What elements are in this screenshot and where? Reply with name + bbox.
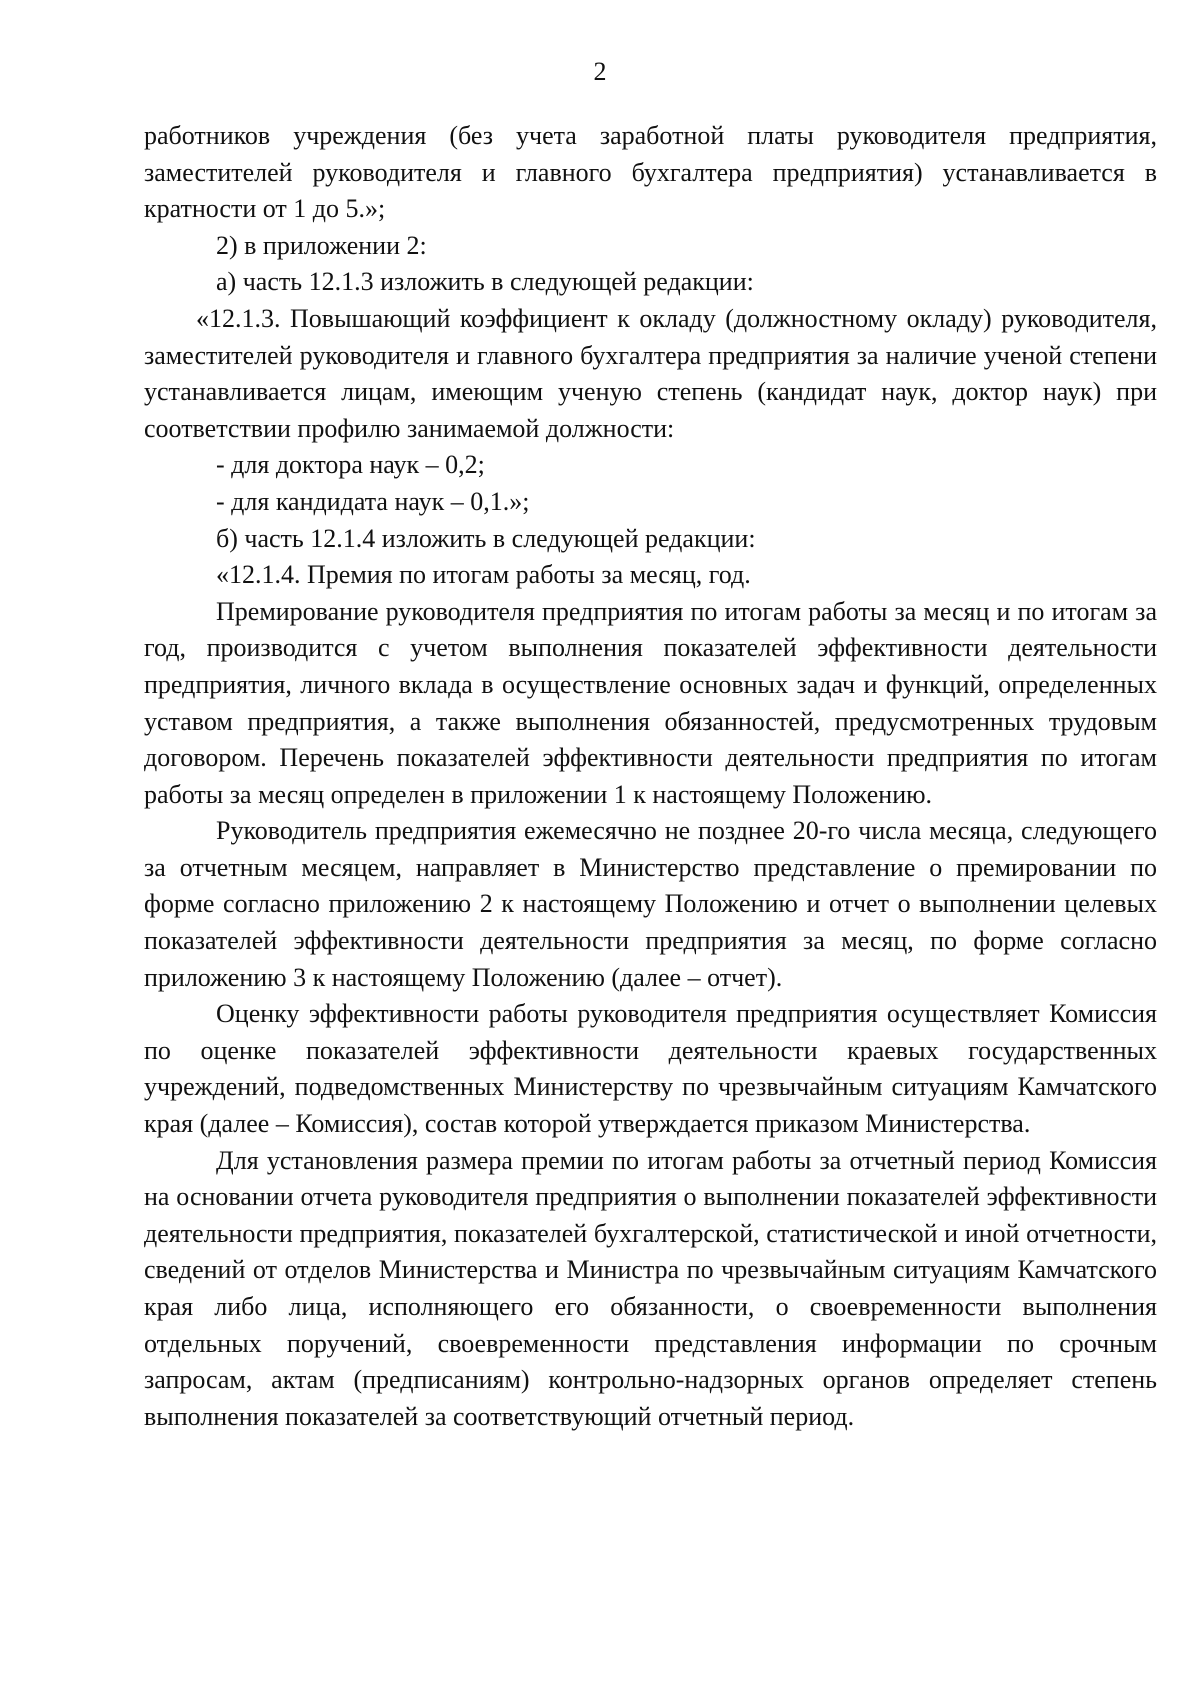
paragraph-continuation: работников учреждения (без учета заработной платы руководителя предприятия, заместителей руководителя и главного бухгалтера предприятия) устанавливается в кратности от 1 до 5.»;	[144, 121, 1157, 224]
paragraph-item-b: б) часть 12.1.4 изложить в следующей редакции:	[216, 523, 756, 553]
paragraph-monthly-report: Руководитель предприятия ежемесячно не позднее 20-го числа месяца, следующего за отчетным месяцем, направляет в Министерство представление о премировании по форме согласно приложению 2 к настоящему Положению и отчет о выполнении целевых показателей эффективности деятельности предприятия за месяц, по форме согласно приложению 3 к настоящему Положению (далее – отчет).	[144, 816, 1157, 992]
document-body	[144, 118, 1157, 1435]
paragraph-12-1-4-title: «12.1.4. Премия по итогам работы за месяц, год.	[216, 560, 751, 590]
paragraph-item-a: а) часть 12.1.3 изложить в следующей редакции:	[216, 267, 754, 297]
paragraph-commission: Оценку эффективности работы руководителя предприятия осуществляет Комиссия по оценке показателей эффективности деятельности краевых государственных учреждений, подведомственных Министерству по чрезвычайным ситуациям Камчатского края (далее – Комиссия), состав которой утверждается приказом Министерства.	[144, 999, 1157, 1139]
paragraph-doctor: - для доктора наук – 0,2;	[216, 450, 485, 480]
paragraph-bonus-description: Премирование руководителя предприятия по итогам работы за месяц и по итогам за год, производится с учетом выполнения показателей эффективности деятельности предприятия, личного вклада в осуществление основных задач и функций, определенных уставом предприятия, а также выполнения обязанностей, предусмотренных трудовым договором. Перечень показателей эффективности деятельности предприятия по итогам работы за месяц определен в приложении 1 к настоящему Положению.	[144, 596, 1157, 809]
paragraph-appendix-2: 2) в приложении 2:	[216, 230, 427, 260]
page-number: 2	[593, 57, 607, 86]
paragraph-12-1-3: «12.1.3. Повышающий коэффициент к окладу (должностному окладу) руководителя, заместителей руководителя и главного бухгалтера предприятия за наличие ученой степени устанавливается лицам, имеющим ученую степень (кандидат наук, доктор наук) при соответствии профилю занимаемой должности:	[144, 303, 1157, 443]
paragraph-candidate: - для кандидата наук – 0,1.»;	[216, 486, 530, 516]
paragraph-bonus-amount: Для установления размера премии по итогам работы за отчетный период Комиссия на основании отчета руководителя предприятия о выполнении показателей эффективности деятельности предприятия, показателей бухгалтерской, статистической и иной отчетности, сведений от отделов Министерства и Министра по чрезвычайным ситуациям Камчатского края либо лица, исполняющего его обязанности, о своевременности выполнения отдельных поручений, своевременности представления информации по срочным запросам, актам (предписаниям) контрольно-надзорных органов определяет степень выполнения показателей за соответствующий отчетный период.	[144, 1145, 1157, 1431]
